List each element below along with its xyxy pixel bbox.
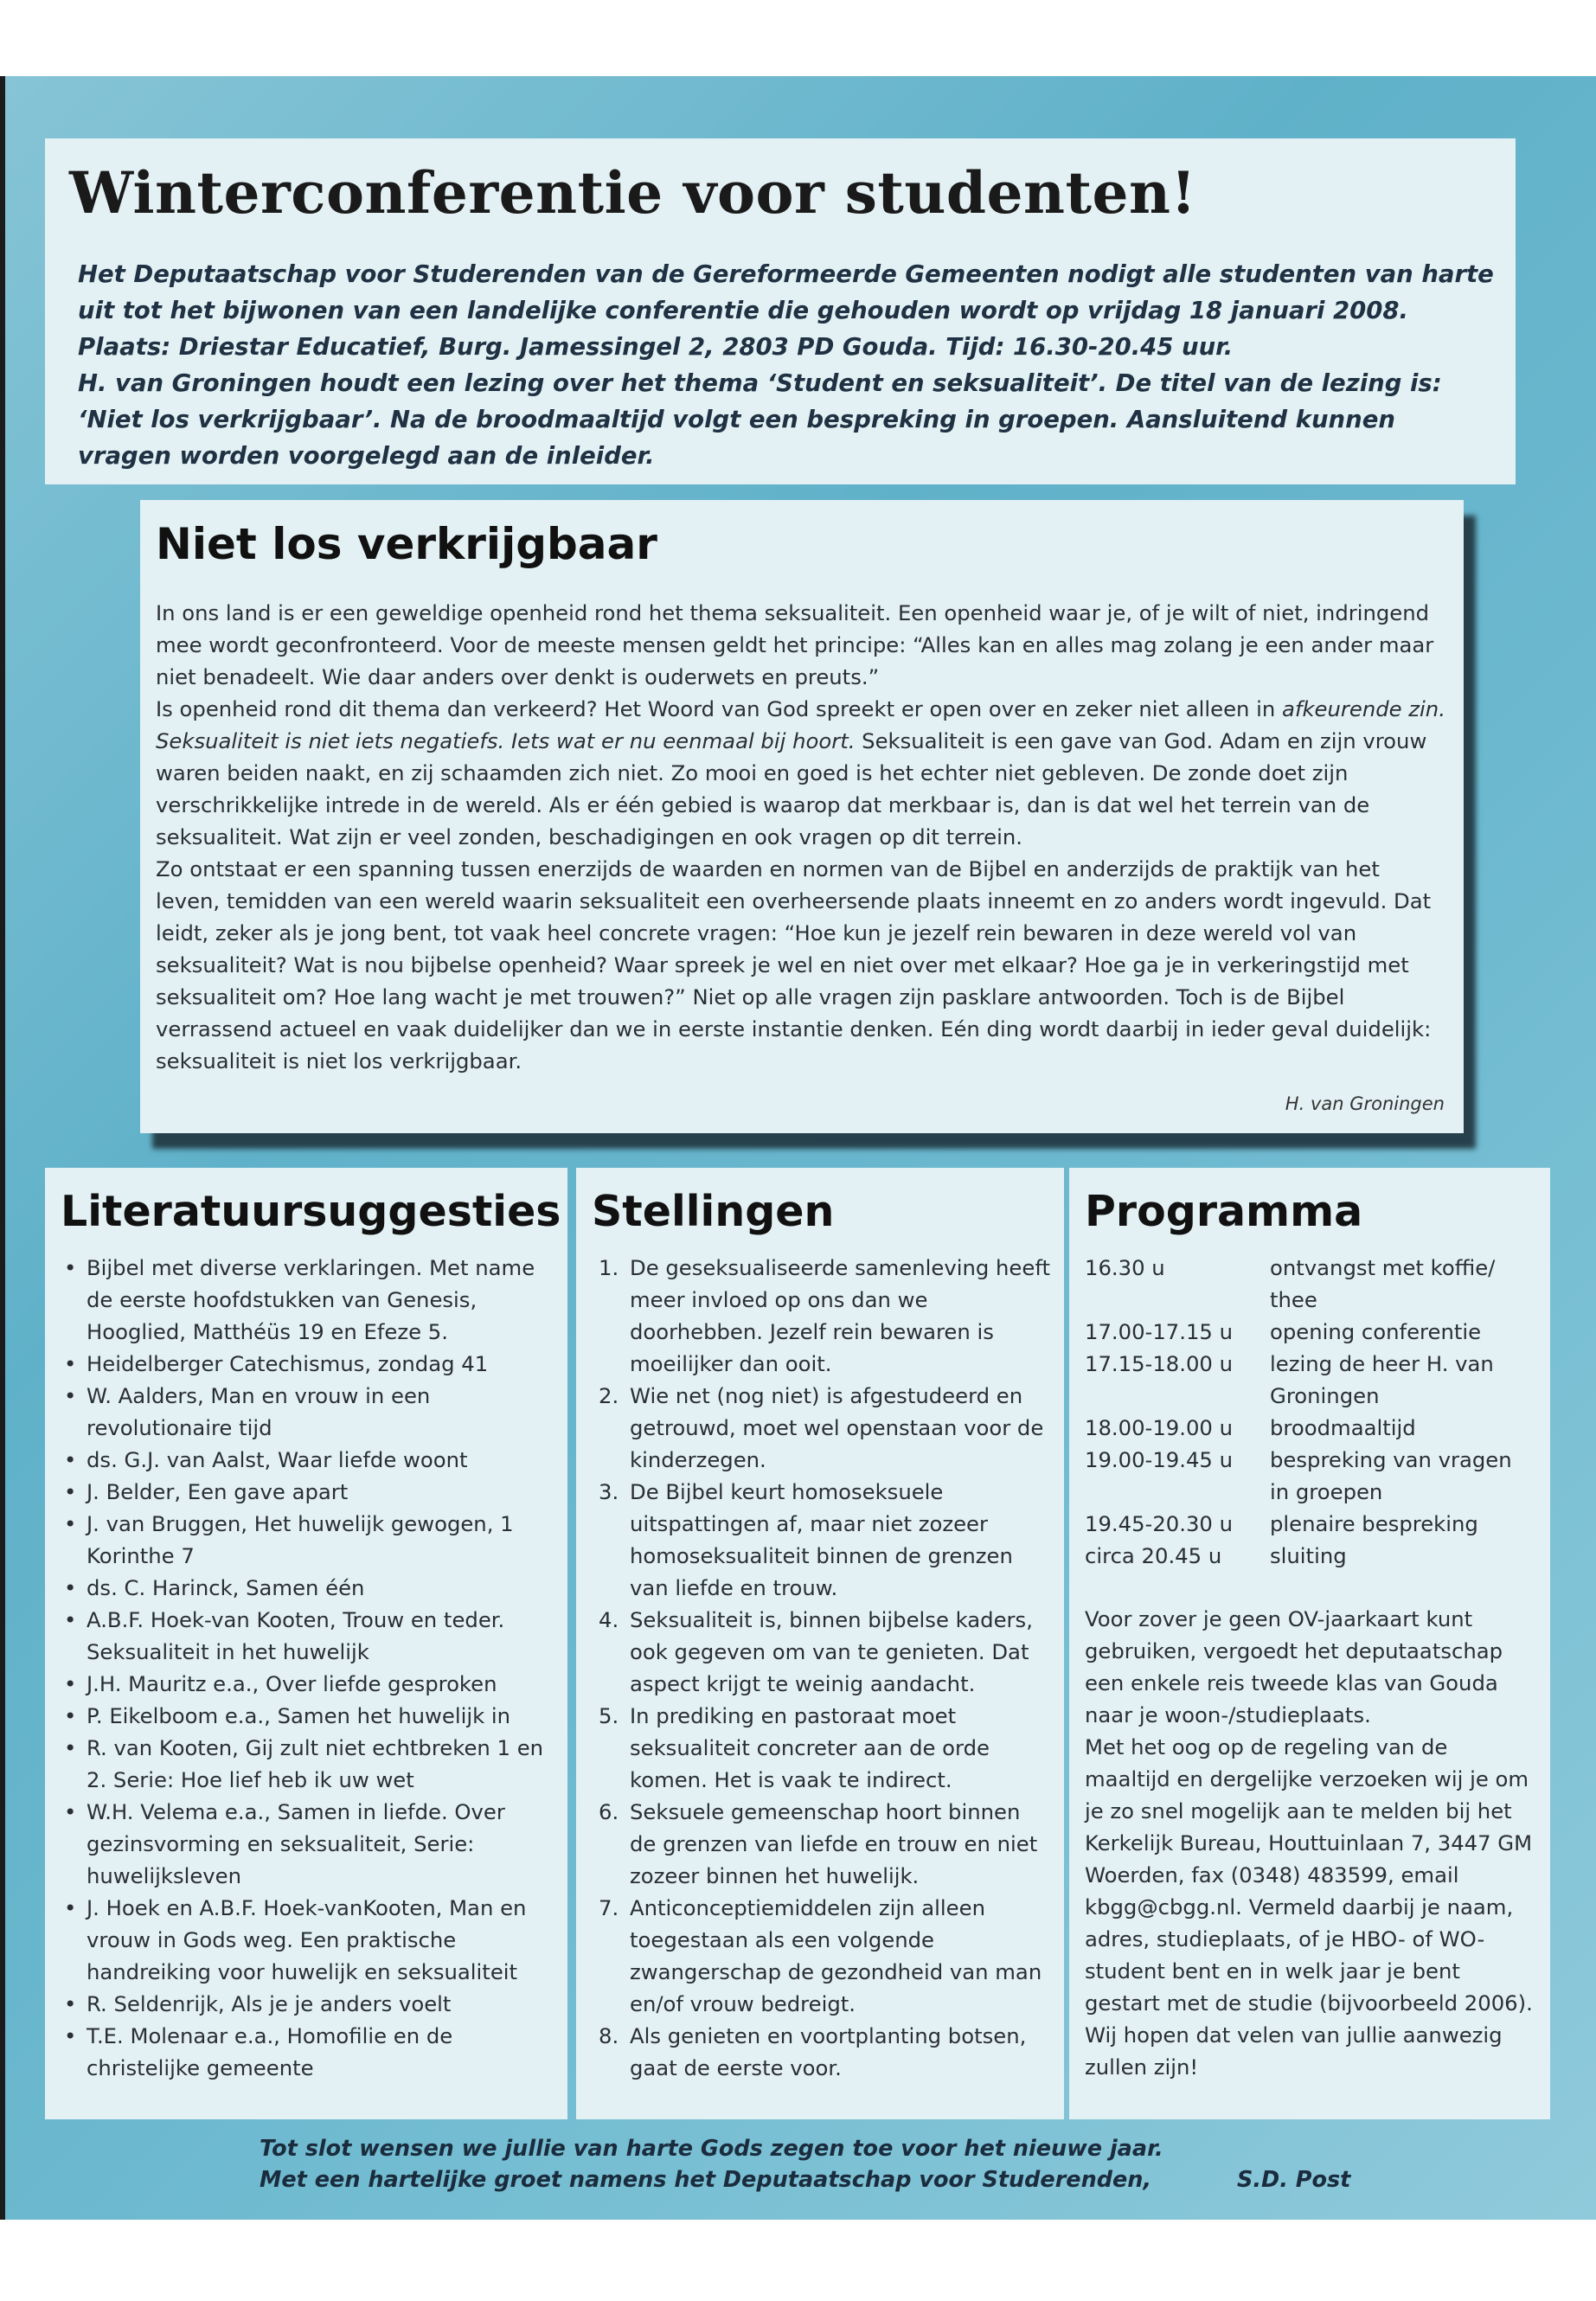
list-item xyxy=(592,1476,1050,1604)
item-text: In prediking en pastoraat moet seksualiteit concreter aan de orde komen. Het is vaak te indirect. xyxy=(630,1703,990,1792)
program-desc: plenaire bespreking xyxy=(1270,1511,1478,1536)
item-number: 7. xyxy=(599,1895,619,1920)
list-item: • A.B.F. Hoek-van Kooten, Trouw en teder. Seksualiteit in het huwelijk xyxy=(61,1604,554,1668)
list-item xyxy=(592,1892,1050,2020)
list-item: • J. Belder, Een gave apart xyxy=(61,1476,554,1508)
program-desc: broodmaaltijd xyxy=(1270,1415,1416,1440)
travel-note: Voor zover je geen OV-jaarkaart kunt gebruiken, vergoedt het deputaatschap een enkele reis tweede klas van Gouda naar je woon-/studieplaats. xyxy=(1085,1606,1503,1727)
table-row xyxy=(1085,1316,1536,1348)
list-item: • J.H. Mauritz e.a., Over liefde gesproken xyxy=(61,1668,554,1700)
literature-column xyxy=(45,1168,567,2119)
article-paragraph: In ons land is er een geweldige openheid rond het thema seksualiteit. Een openheid waar je, of je wilt of niet, indringend mee wordt geconfronteerd. Voor de meeste mensen geldt het principe: “Alles kan en alles mag zolang je een ander maar niet benadeelt. Wie daar anders over denkt is ouderwets en preuts.” xyxy=(156,600,1434,689)
table-row xyxy=(1085,1252,1536,1316)
item-number: 3. xyxy=(599,1479,619,1504)
list-item: • ds. G.J. van Aalst, Waar liefde woont xyxy=(61,1444,554,1476)
program-time: 16.30 u xyxy=(1085,1255,1165,1280)
program-time: 19.00-19.45 u xyxy=(1085,1447,1234,1472)
item-text: De geseksualiseerde samenleving heeft meer invloed op ons dan we doorhebben. Jezelf rein bewaren is moeilijker dan ooit. xyxy=(630,1255,1050,1376)
intro-text xyxy=(64,256,1497,474)
article-title: Niet los verkrijgbaar xyxy=(156,519,657,569)
item-number: 2. xyxy=(599,1383,619,1408)
intro-lecture: H. van Groningen houdt een lezing over het thema ‘Student en seksualiteit’. De titel van de lezing is: ‘Niet los verkrijgbaar’. Na de broodmaaltijd volgt een bespreking in groepen. Aansluitend kunnen vragen worden voorgelegd aan de inleider. xyxy=(78,369,1442,470)
table-row xyxy=(1085,1348,1536,1412)
intro-location: Plaats: Driestar Educatief, Burg. Jamessingel 2, 2803 PD Gouda. Tijd: 16.30-20.45 uur. xyxy=(78,333,1234,361)
signature: S.D. Post xyxy=(1237,2167,1351,2193)
article-paragraph xyxy=(156,693,1446,853)
header-box xyxy=(45,138,1516,484)
literature-list xyxy=(61,1252,554,2084)
statements-column xyxy=(576,1168,1064,2119)
list-item: • W.H. Velema e.a., Samen in liefde. Over gezinsvorming en seksualiteit, Serie: huwelijksleven xyxy=(61,1796,554,1892)
list-item: • J. van Bruggen, Het huwelijk gewogen, 1 Korinthe 7 xyxy=(61,1508,554,1572)
footer-line: Met een hartelijke groet namens het Deputaatschap voor Studerenden, xyxy=(260,2167,1152,2193)
literature-title: Literatuursuggesties xyxy=(61,1187,561,1236)
list-item xyxy=(592,1796,1050,1892)
program-time: 19.45-20.30 u xyxy=(1085,1511,1234,1536)
program-desc: bespreking van vragen in groepen xyxy=(1270,1447,1512,1504)
item-text: Als genieten en voortplanting botsen, gaat de eerste voor. xyxy=(630,2023,1027,2080)
page-title: Winterconferentie voor studenten! xyxy=(69,159,1196,227)
statements-list xyxy=(592,1252,1050,2084)
item-text: Anticonceptiemiddelen zijn alleen toegestaan als een volgende zwangerschap de gezondheid van man en/of vrouw bedreigt. xyxy=(630,1895,1042,2016)
item-text: Seksuele gemeenschap hoort binnen de grenzen van liefde en trouw en niet zozeer binnen het huwelijk. xyxy=(630,1799,1038,1888)
list-item xyxy=(592,1252,1050,1380)
item-number: 8. xyxy=(599,2023,619,2048)
list-item: • J. Hoek en A.B.F. Hoek-vanKooten, Man en vrouw in Gods weg. Een praktische handreiking voor huwelijk en seksualiteit xyxy=(61,1892,554,1988)
table-row xyxy=(1085,1508,1536,1540)
program-table xyxy=(1085,1252,1536,1572)
footer xyxy=(260,2133,1384,2195)
list-item: • R. van Kooten, Gij zult niet echtbreken 1 en 2. Serie: Hoe lief heb ik uw wet xyxy=(61,1732,554,1796)
closing-note: Wij hopen dat velen van jullie aanwezig zullen zijn! xyxy=(1085,2022,1503,2080)
list-item: • W. Aalders, Man en vrouw in een revolutionaire tijd xyxy=(61,1380,554,1444)
registration-note: Met het oog op de regeling van de maaltijd en dergelijke verzoeken wij je om je zo snel mogelijk aan te melden bij het Kerkelijk Bureau, Houttuinlaan 7, 3447 GM Woerden, fax (0348) 483599, email kbgg@cbgg.nl. Vermeld daarbij je naam, adres, studieplaats, of je HBO- of WO-student bent en in welk jaar je bent gestart met de studie (bijvoorbeeld 2006). xyxy=(1085,1734,1533,2016)
program-desc: opening conferentie xyxy=(1270,1319,1482,1344)
program-desc: sluiting xyxy=(1270,1543,1347,1568)
program-time: 18.00-19.00 u xyxy=(1085,1415,1234,1440)
article-text: Is openheid rond dit thema dan verkeerd? Het Woord van God spreekt er open over en zeker niet alleen in xyxy=(156,696,1283,721)
program-desc: ontvangst met koffie/ thee xyxy=(1270,1255,1496,1312)
program-time: 17.15-18.00 u xyxy=(1085,1351,1234,1376)
table-row xyxy=(1085,1540,1536,1572)
statements-title: Stellingen xyxy=(592,1187,835,1236)
item-text: De Bijbel keurt homoseksuele uitspattingen af, maar niet zozeer homoseksualiteit binnen de grenzen van liefde en trouw. xyxy=(630,1479,1013,1600)
item-number: 6. xyxy=(599,1799,619,1824)
list-item: • ds. C. Harinck, Samen één xyxy=(61,1572,554,1604)
program-desc: lezing de heer H. van Groningen xyxy=(1270,1351,1494,1408)
article-box xyxy=(140,500,1464,1133)
intro-paragraph: Het Deputaatschap voor Studerenden van de Gereformeerde Gemeenten nodigt alle studenten van harte uit tot het bijwonen van een landelijke conferentie die gehouden wordt op vrijdag 18 januari 2008. xyxy=(78,260,1494,324)
list-item xyxy=(592,1604,1050,1700)
program-notes xyxy=(1085,1603,1536,2083)
item-number: 4. xyxy=(599,1607,619,1632)
program-title: Programma xyxy=(1085,1187,1363,1236)
program-time: 17.00-17.15 u xyxy=(1085,1319,1234,1344)
list-item: • Bijbel met diverse verklaringen. Met name de eerste hoofdstukken van Genesis, Hooglied, Matthéüs 19 en Efeze 5. xyxy=(61,1252,554,1348)
list-item: • Heidelberger Catechismus, zondag 41 xyxy=(61,1348,554,1380)
program-column xyxy=(1069,1168,1550,2119)
table-row xyxy=(1085,1444,1536,1508)
list-item xyxy=(592,1700,1050,1796)
article-author: H. van Groningen xyxy=(1285,1093,1445,1114)
item-text: Wie net (nog niet) is afgestudeerd en getrouwd, moet wel openstaan voor de kinderzegen. xyxy=(630,1383,1044,1472)
footer-line: Tot slot wensen we jullie van harte Gods zegen toe voor het nieuwe jaar. xyxy=(260,2136,1163,2162)
table-row xyxy=(1085,1412,1536,1444)
article-text: Seksualiteit is een gave van God. Adam en zijn vrouw waren beiden naakt, en zij schaamden zich niet. Zo mooi en goed is het echter niet gebleven. De zonde doet zijn verschrikkelijke intrede in de wereld. Als er één gebied is waarop dat merkbaar is, dan is dat wel het terrein van de seksualiteit. Wat zijn er veel zonden, beschadigingen en ook vragen op dit terrein. xyxy=(156,728,1427,849)
list-item: • R. Seldenrijk, Als je je anders voelt xyxy=(61,1988,554,2020)
article-body xyxy=(156,597,1446,1077)
article-italic-text: afkeurende zin. Seksualiteit is niet iets negatiefs. Iets wat er nu eenmaal bij hoort. xyxy=(156,696,1445,753)
item-number: 5. xyxy=(599,1703,619,1728)
list-item: • T.E. Molenaar e.a., Homofilie en de christelijke gemeente xyxy=(61,2020,554,2084)
article-paragraph: Zo ontstaat er een spanning tussen enerzijds de waarden en normen van de Bijbel en anderzijds de praktijk van het leven, temidden van een wereld waarin seksualiteit een overheersende plaats inneemt en zo anders wordt ingevuld. Dat leidt, zeker als je jong bent, tot vaak heel concrete vragen: “Hoe kun je jezelf rein bewaren in deze wereld vol van seksualiteit? Wat is nou bijbelse openheid? Waar spreek je wel en niet over met elkaar? Hoe ga je in verkeringstijd met seksualiteit om? Hoe lang wacht je met trouwen?” Niet op alle vragen zijn pasklare antwoorden. Toch is de Bijbel verrassend actueel en vaak duidelijker dan we in eerste instantie denken. Eén ding wordt daarbij in ieder geval duidelijk: seksualiteit is niet los verkrijgbaar. xyxy=(156,856,1432,1074)
item-number: 1. xyxy=(599,1255,619,1280)
item-text: Seksualiteit is, binnen bijbelse kaders, ook gegeven om van te genieten. Dat aspect krijgt te weinig aandacht. xyxy=(630,1607,1033,1696)
list-item xyxy=(592,2020,1050,2084)
list-item: • P. Eikelboom e.a., Samen het huwelijk in xyxy=(61,1700,554,1732)
list-item xyxy=(592,1380,1050,1476)
program-time: circa 20.45 u xyxy=(1085,1543,1222,1568)
